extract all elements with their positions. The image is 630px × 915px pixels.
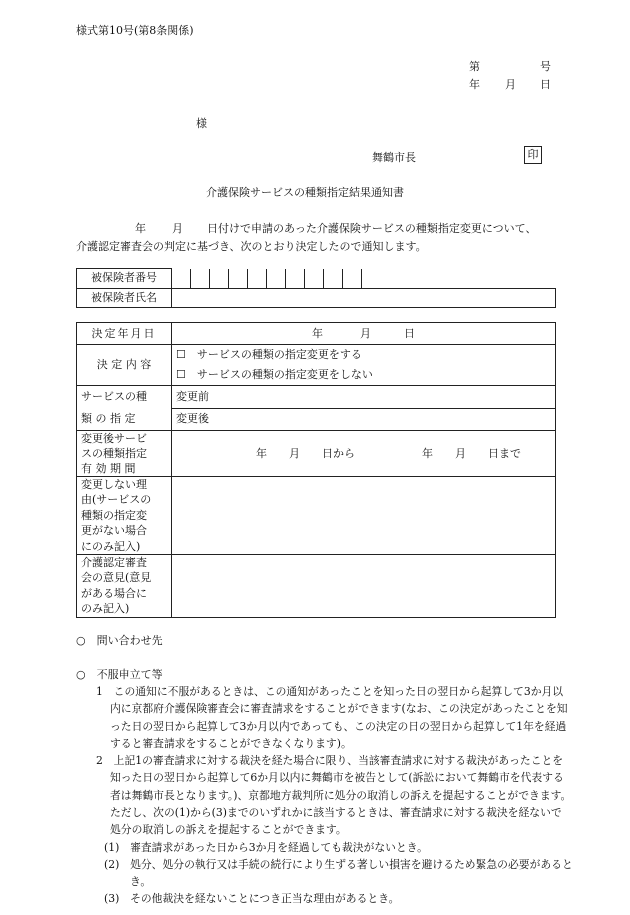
service-label-line1: サービスの種	[81, 390, 147, 403]
service-before: 変更前	[172, 386, 556, 409]
service-after: 変更後	[172, 408, 556, 431]
date-month: 月	[505, 78, 516, 91]
decision-date-value	[172, 323, 556, 345]
objection-heading: ○ 不服申立て等	[76, 668, 163, 681]
period-label-line2: スの種類指定	[81, 447, 147, 460]
insured-table	[76, 268, 556, 308]
committee-opinion-label	[77, 555, 172, 618]
insured-number-boxes	[172, 269, 556, 289]
decision-options	[172, 345, 556, 386]
intro-line-1: 日付けで申請のあった介護保険サービスの種類指定変更について、	[207, 222, 537, 235]
intro-month: 月	[172, 222, 183, 235]
period-label-line3: 有 効 期 間	[81, 462, 136, 475]
validity-period-label	[77, 431, 172, 477]
seal-box: 印	[524, 146, 542, 164]
date-day: 日	[540, 78, 551, 91]
date-year: 年	[469, 78, 480, 91]
go-label: 号	[540, 60, 551, 73]
reason-line3: 種類の指定変	[81, 508, 147, 522]
opinion-line4: のみ記入)	[81, 602, 130, 616]
decision-content-label: 決 定 内 容	[77, 345, 172, 386]
condition-1: (1) 審査請求があった日から3か月を経過しても裁決がないとき。	[104, 841, 428, 854]
reason-line2: 由(サービスの	[81, 493, 152, 507]
option-change: ☐ サービスの種類の指定変更をする	[176, 348, 362, 361]
intro-line-2: 介護認定審査会の判定に基づき、次のとおり決定したので通知します。	[76, 240, 427, 253]
decision-month: 月	[360, 327, 371, 340]
opinion-line1: 介護認定審査	[81, 556, 147, 570]
validity-period-value	[172, 431, 556, 477]
objection-paragraph-2: 2 上記1の審査請求に対する裁決を経た場合に限り、当該審査請求に対する裁決があったことを知った日の翌日から起算して6か月以内に舞鶴市を被告として(訴訟において舞鶴市を代表する者は舞鶴市長となります。)、京都地方裁判所に処分の取消しの訴えを提起することができます。ただし、次の(1)から(3)までのいずれかに該当するときは、審査請求に対する裁決を経ないで処分の取消しの訴えを提起することができます。	[96, 754, 572, 837]
reason-line1: 変更しない理	[81, 478, 147, 491]
number-label: 第	[469, 60, 480, 73]
period-label-line1: 変更後サービ	[81, 432, 147, 445]
insured-number-label: 被保険者番号	[77, 269, 172, 289]
addressee-sama: 様	[196, 117, 207, 130]
opinion-line3: がある場合に	[81, 586, 147, 600]
option-no-change: ☐ サービスの種類の指定変更をしない	[176, 368, 373, 381]
service-type-label	[77, 386, 172, 431]
form-code: 様式第10号(第8条関係)	[76, 24, 194, 37]
document-title: 介護保険サービスの種類指定結果通知書	[206, 186, 404, 199]
reason-line5: にのみ記入)	[81, 539, 141, 553]
objection-paragraph-1: 1 この通知に不服があるときは、この通知があったことを知った日の翌日から起算して3か月以内に京都府介護保険審査会に審査請求をすることができます(なお、この決定があったことを知った日の翌日から起算して3か月以内であっても、この決定の日の翌日から起算して1年を経過すると審査請求をすることができなくなります)。	[96, 685, 568, 750]
no-change-reason-value	[172, 477, 556, 555]
inquiry-heading: ○ 問い合わせ先	[76, 634, 163, 647]
decision-table	[76, 322, 556, 618]
reason-line4: 更がない場合	[81, 524, 147, 538]
opinion-line2: 会の意見(意見	[81, 571, 152, 585]
period-from: 年 月 日から	[256, 447, 355, 460]
decision-date-label: 決定年月日	[77, 323, 172, 345]
no-change-reason-label	[77, 477, 172, 555]
committee-opinion-value	[172, 555, 556, 618]
intro-year: 年	[135, 222, 146, 235]
insured-name-value	[172, 288, 556, 307]
service-label-line2: 類 の 指 定	[81, 412, 136, 425]
decision-year: 年	[312, 327, 323, 340]
decision-day: 日	[404, 327, 415, 340]
mayor-label: 舞鶴市長	[372, 151, 416, 164]
condition-2: (2) 処分、処分の執行又は手続の続行により生ずる著しい損害を避けるため緊急の必要があるとき。	[104, 858, 573, 889]
condition-3: (3) その他裁決を経ないことにつき正当な理由があるとき。	[104, 892, 400, 905]
period-to: 年 月 日まで	[422, 447, 521, 460]
insured-name-label: 被保険者氏名	[77, 288, 172, 307]
